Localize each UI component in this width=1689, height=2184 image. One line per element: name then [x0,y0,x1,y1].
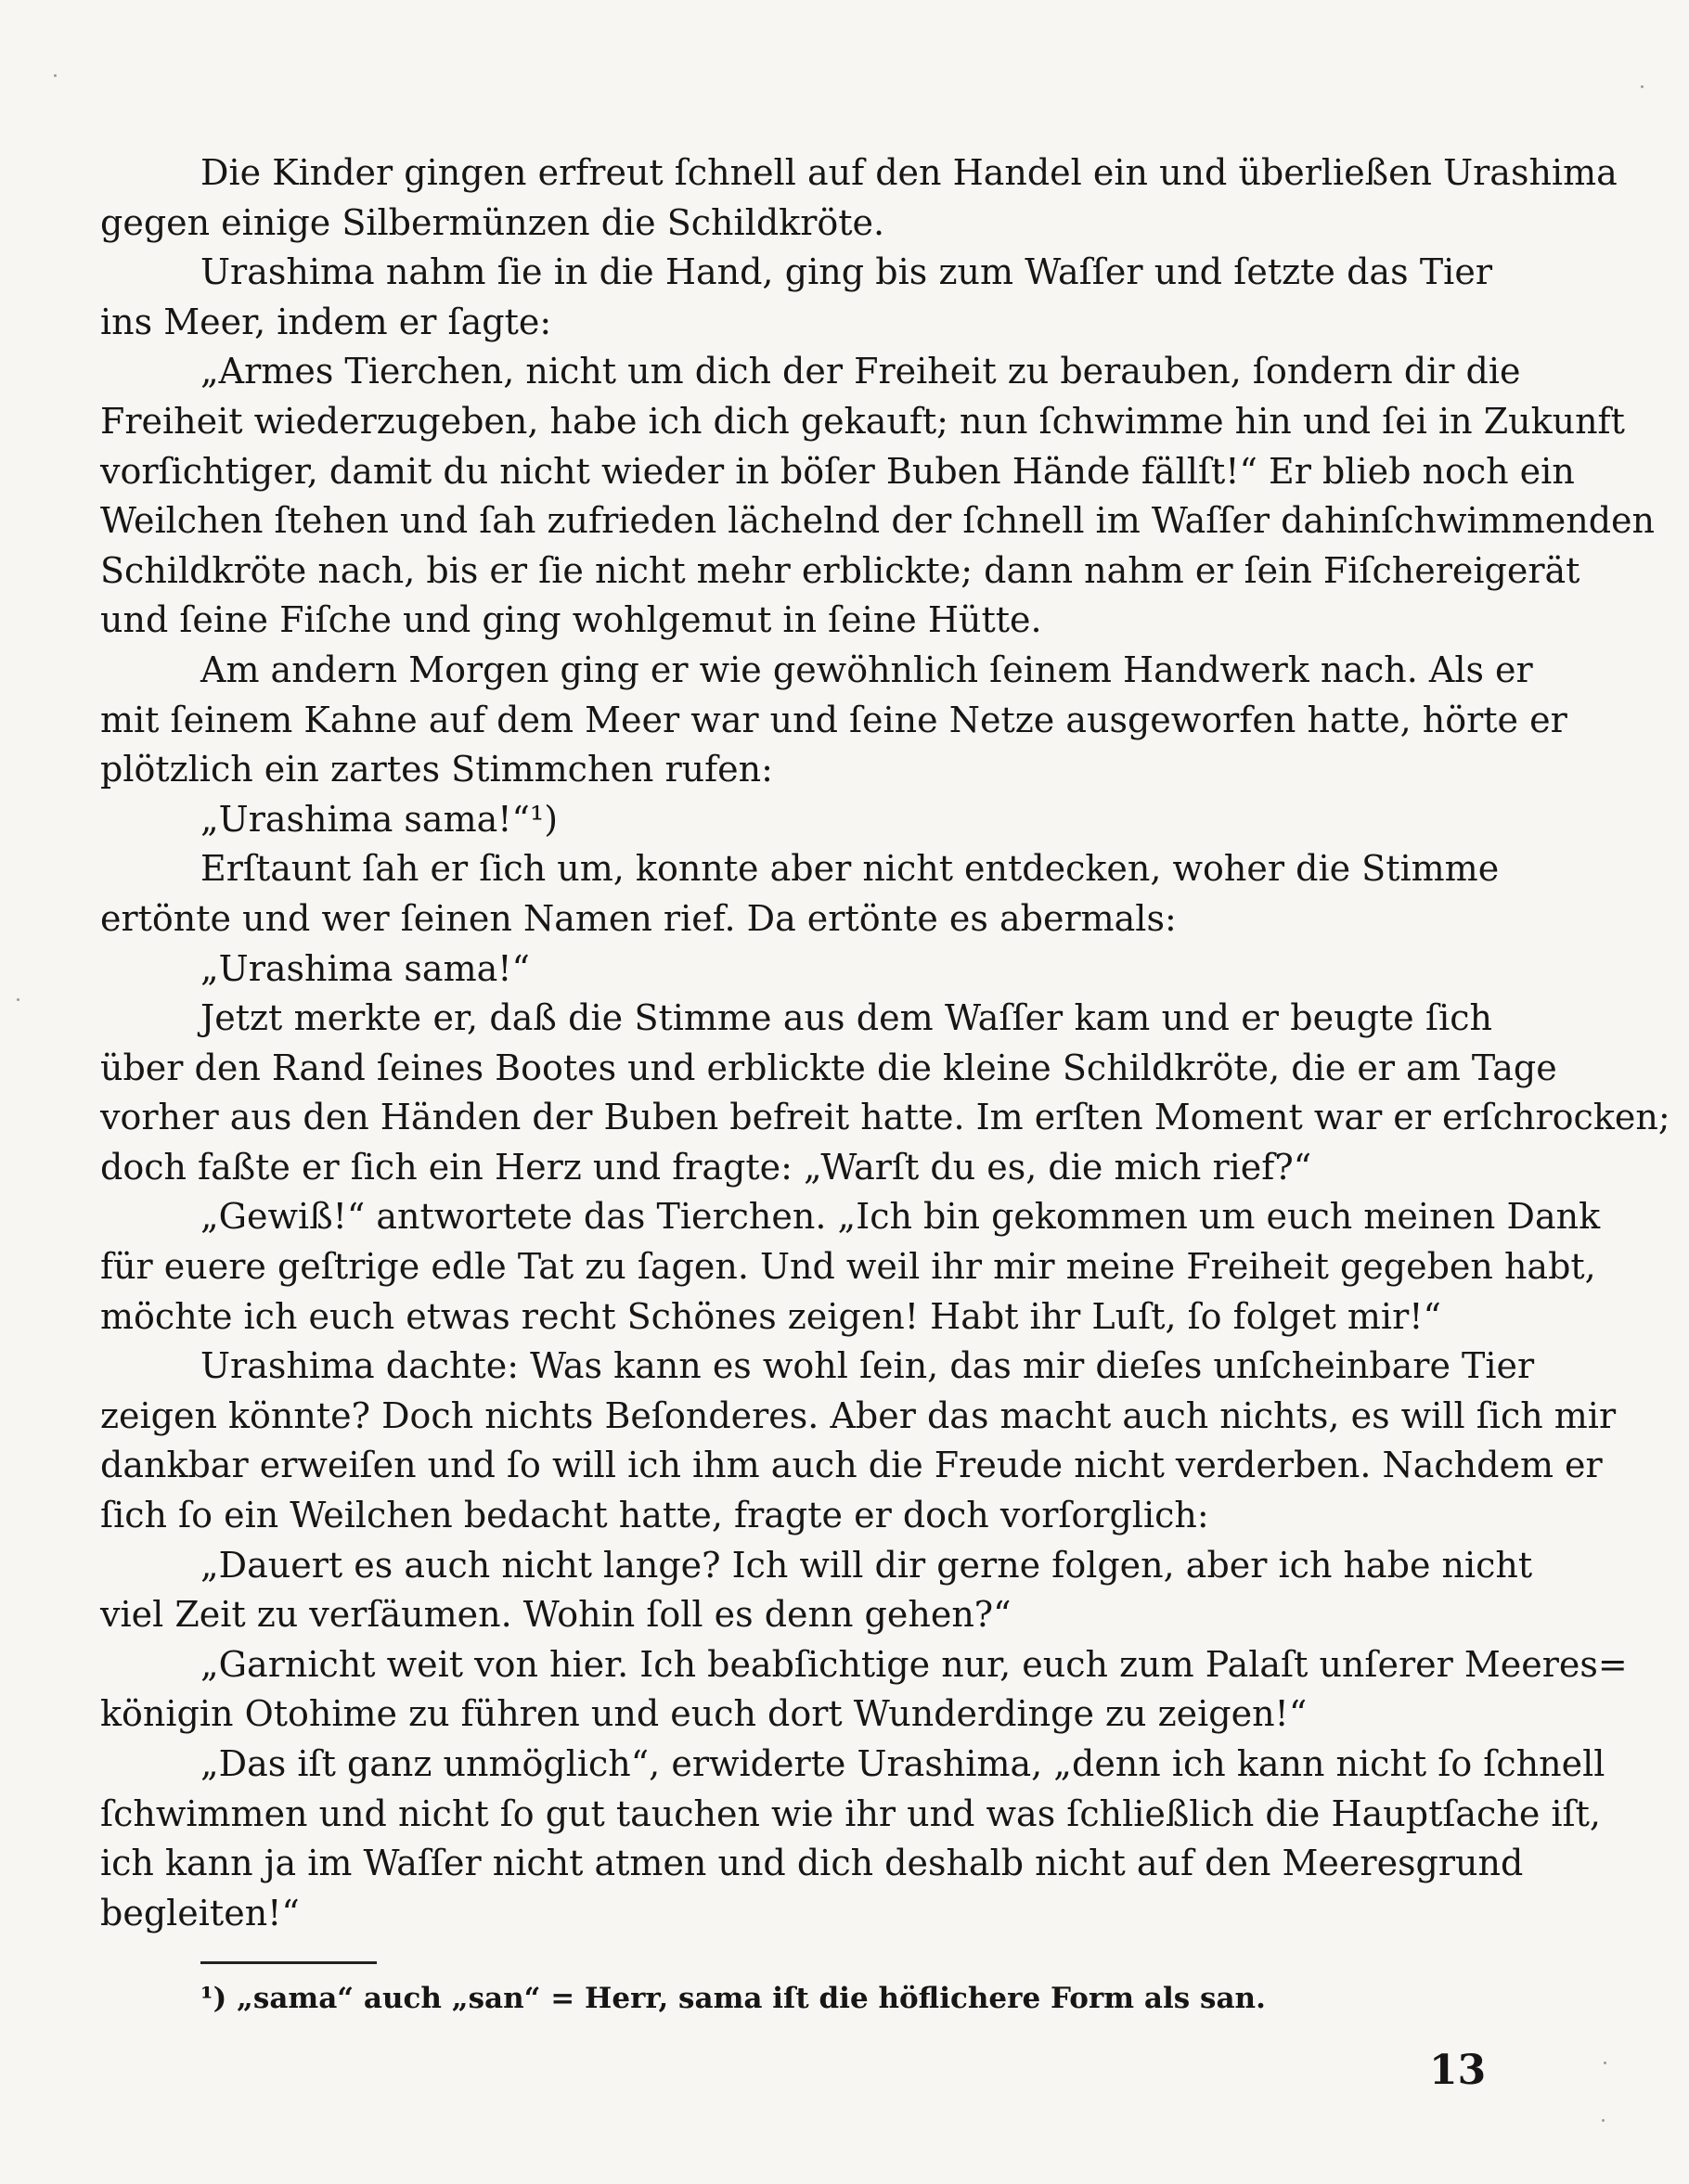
text-line: Die Kinder gingen erfreut ſchnell auf den Handel ein und überließen Urashima [200,152,1618,193]
text-line: zeigen könnte? Doch nichts Beſonderes. Aber das macht auch nichts, es will ſich mir [100,1394,1617,1436]
text-line: ſich ſo ein Weilchen bedacht hatte, fragte er doch vorſorglich: [100,1495,1209,1536]
text-line: ſchwimmen und nicht ſo gut tauchen wie ihr und was ſchließlich die Hauptſache iſt, [100,1792,1601,1834]
text-line: gegen einige Silbermünzen die Schildkröte. [100,201,885,243]
print-speck [17,998,19,1001]
text-line: für euere geſtrige edle Tat zu ſagen. Und weil ihr mir meine Freiheit gegeben habt, [100,1246,1596,1288]
text-line: viel Zeit zu verſäumen. Wohin ſoll es denn gehen?“ [100,1594,1012,1636]
text-line: und ſeine Fiſche und ging wohlgemut in ſeine Hütte. [100,599,1042,641]
print-speck [54,74,57,77]
text-line: Schildkröte nach, bis er ſie nicht mehr erblickte; dann nahm er ſein Fiſchereigerät [100,549,1580,591]
text-line: Urashima nahm ſie in die Hand, ging bis zum Waſſer und ſetzte das Tier [200,251,1492,293]
text-line: ertönte und wer ſeinen Namen rief. Da ertönte es abermals: [100,897,1177,939]
text-line: vorher aus den Händen der Buben befreit hatte. Im erſten Moment war er erſchrocken; [100,1097,1670,1138]
text-line: „Garnicht weit von hier. Ich beabſichtige nur, euch zum Palaſt unſerer Meeres= [200,1643,1628,1685]
text-line: mit ſeinem Kahne auf dem Meer war und ſeine Netze ausgeworfen hatte, hörte er [100,699,1567,740]
text-line: doch faßte er ſich ein Herz und fragte: „Warſt du es, die mich rief?“ [100,1146,1312,1188]
text-line: „Dauert es auch nicht lange? Ich will dir gerne folgen, aber ich habe nicht [200,1544,1533,1586]
text-line: plötzlich ein zartes Stimmchen rufen: [100,749,773,790]
text-line: möchte ich euch etwas recht Schönes zeigen! Habt ihr Luſt, ſo folget mir!“ [100,1295,1441,1337]
text-line: „Urashima sama!“¹) [200,798,559,840]
text-line: Erſtaunt ſah er ſich um, konnte aber nicht entdecken, woher die Stimme [200,848,1500,890]
print-speck [1602,2119,1605,2122]
text-line: „Das iſt ganz unmöglich“, erwiderte Urashima, „denn ich kann nicht ſo ſchnell [200,1743,1605,1784]
text-line: ins Meer, indem er ſagte: [100,301,552,342]
text-line: „Urashima sama!“ [200,947,530,989]
text-line: dankbar erweiſen und ſo will ich ihm auch die Freude nicht verderben. Nachdem er [100,1445,1603,1486]
text-line: Freiheit wiederzugeben, habe ich dich gekauft; nun ſchwimme hin und ſei in Zukunft [100,400,1625,442]
footnote: ¹) „sama“ auch „san“ = Herr, sama iſt die höflichere Form als san. [200,1982,1266,2015]
text-line: „Armes Tierchen, nicht um dich der Freiheit zu berauben, ſondern dir die [200,351,1521,392]
text-line: über den Rand ſeines Bootes und erblickte die kleine Schildkröte, die er am Tage [100,1047,1557,1088]
text-line: ich kann ja im Waſſer nicht atmen und dich deshalb nicht auf den Meeresgrund [100,1843,1524,1884]
print-speck [1641,85,1644,88]
body-text [100,148,1670,1938]
text-line: Am andern Morgen ging er wie gewöhnlich ſeinem Handwerk nach. Als er [200,649,1533,690]
print-speck [1604,2062,1606,2064]
text-line: „Gewiß!“ antwortete das Tierchen. „Ich bin gekommen um euch meinen Dank [200,1196,1601,1238]
footnote-divider [200,1961,377,1964]
text-line: Jetzt merkte er, daß die Stimme aus dem Waſſer kam und er beugte ſich [200,997,1492,1039]
text-line: königin Otohime zu führen und euch dort Wunderdinge zu zeigen!“ [100,1693,1308,1735]
text-line: begleiten!“ [100,1892,300,1933]
text-line: vorſichtiger, damit du nicht wieder in böſer Buben Hände fällſt!“ Er blieb noch ein [100,450,1575,492]
text-line: Urashima dachte: Was kann es wohl ſein, das mir dieſes unſcheinbare Tier [200,1345,1535,1387]
page-number: 13 [1429,2047,1487,2094]
text-line: Weilchen ſtehen und ſah zufrieden lächelnd der ſchnell im Waſſer dahinſchwimmenden [100,500,1655,542]
